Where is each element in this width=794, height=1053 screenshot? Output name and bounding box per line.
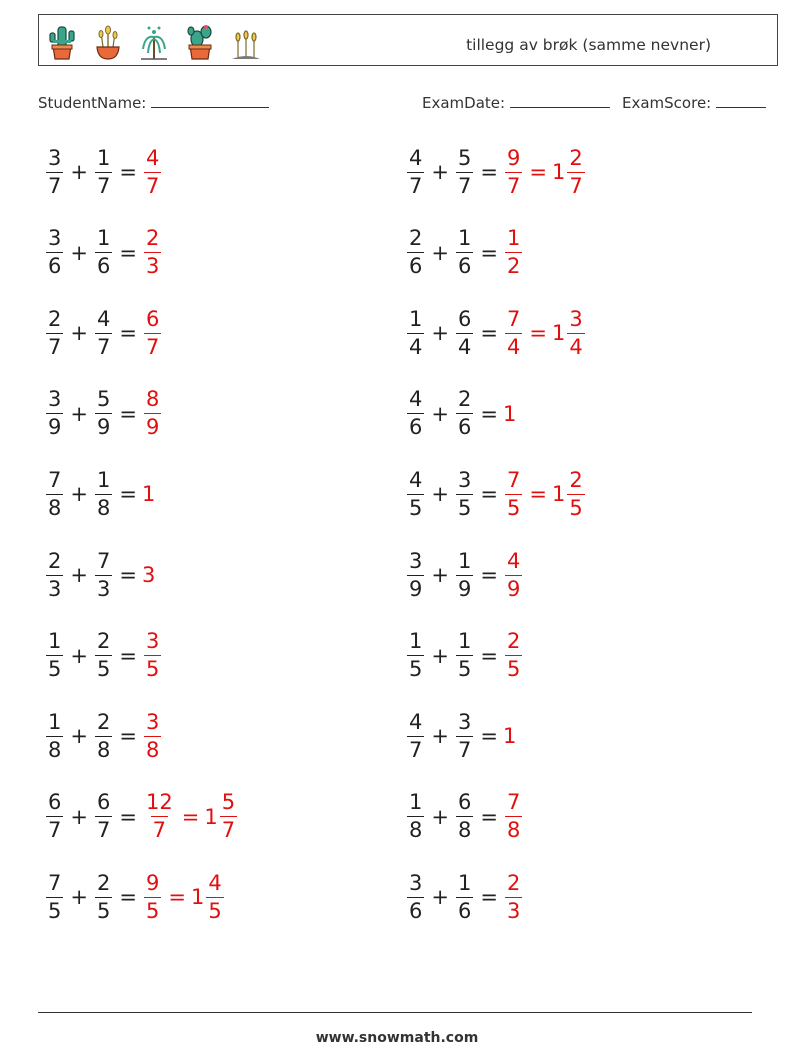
addend-2 xyxy=(456,145,473,198)
student-name-blank[interactable] xyxy=(151,95,269,108)
answer-fraction-numerator: 7 xyxy=(506,790,521,815)
addend-1-denominator: 7 xyxy=(409,173,423,198)
answer-fraction-numerator: 2 xyxy=(506,629,521,654)
problem-5 xyxy=(44,463,155,525)
addend-1-numerator: 1 xyxy=(409,790,423,815)
exam-date-field[interactable] xyxy=(422,94,610,112)
answer-fraction xyxy=(144,631,161,680)
equals-sign: = xyxy=(480,160,498,184)
answer-fraction xyxy=(505,306,522,359)
addend-1 xyxy=(46,548,63,601)
problem-16 xyxy=(405,544,524,606)
addend-2-numerator: 1 xyxy=(96,467,111,492)
problem-3 xyxy=(44,302,163,364)
addend-1-numerator: 4 xyxy=(409,145,423,170)
addend-2-numerator: 6 xyxy=(457,306,472,331)
addend-2-numerator: 1 xyxy=(457,226,472,251)
answer-fraction-numerator: 2 xyxy=(145,226,160,251)
addend-2 xyxy=(95,631,112,680)
addend-2-denominator: 8 xyxy=(96,495,111,520)
answer-equals-sign: = xyxy=(529,160,547,184)
answer-whole: 1 xyxy=(502,724,517,749)
plus-sign: + xyxy=(70,482,88,507)
problem-15 xyxy=(405,463,587,525)
willow-tree-icon xyxy=(137,23,171,61)
addend-1-numerator: 1 xyxy=(48,629,62,654)
answer-fraction-denominator: 7 xyxy=(145,334,160,359)
answer-fraction xyxy=(505,228,522,277)
addend-1 xyxy=(407,548,424,601)
mixed-numerator: 5 xyxy=(221,790,236,815)
addend-1 xyxy=(46,389,63,438)
addend-2-denominator: 5 xyxy=(96,657,111,682)
answer-fraction-numerator: 6 xyxy=(145,306,160,331)
wheat-pot-icon xyxy=(91,23,125,61)
plus-sign: + xyxy=(431,401,449,426)
addend-2-denominator: 9 xyxy=(96,415,111,440)
exam-score-blank[interactable] xyxy=(716,95,766,108)
wheat-field-icon xyxy=(229,23,263,61)
addend-1-numerator: 4 xyxy=(409,467,423,492)
answer-fraction-denominator: 5 xyxy=(506,657,521,682)
addend-2-denominator: 6 xyxy=(96,254,111,279)
mixed-denominator: 7 xyxy=(221,818,236,843)
addend-1-denominator: 8 xyxy=(48,495,62,520)
addend-2 xyxy=(95,389,112,438)
answer-fraction-numerator: 9 xyxy=(145,870,160,895)
mixed-whole: 1 xyxy=(551,321,566,346)
plus-sign: + xyxy=(70,724,88,749)
plus-sign: + xyxy=(431,321,449,346)
answer-fraction xyxy=(144,306,161,359)
plus-sign: + xyxy=(70,885,88,910)
answer-fraction-numerator: 1 xyxy=(506,226,521,251)
plus-sign: + xyxy=(70,643,88,668)
problem-11 xyxy=(405,141,587,203)
addend-1 xyxy=(407,870,424,923)
equals-sign: = xyxy=(119,724,137,749)
equals-sign: = xyxy=(480,401,498,426)
addend-2-numerator: 3 xyxy=(457,709,472,734)
answer-fraction-numerator: 3 xyxy=(145,629,160,654)
addend-2-numerator: 6 xyxy=(457,790,472,815)
addend-1-denominator: 3 xyxy=(48,576,62,601)
mixed-fraction xyxy=(220,792,237,841)
addend-2-denominator: 6 xyxy=(457,898,472,923)
addend-1-denominator: 6 xyxy=(409,415,423,440)
addend-2-numerator: 1 xyxy=(96,145,111,170)
addend-1-denominator: 4 xyxy=(409,334,423,359)
addend-2 xyxy=(456,792,473,841)
problem-12 xyxy=(405,222,524,284)
answer-fraction-denominator: 7 xyxy=(145,173,160,198)
addend-2-denominator: 9 xyxy=(457,576,472,601)
addend-2-numerator: 7 xyxy=(96,548,111,573)
answer-fraction xyxy=(505,467,522,520)
addend-2-denominator: 5 xyxy=(96,898,111,923)
answer-fraction-denominator: 9 xyxy=(145,415,160,440)
addend-1-numerator: 4 xyxy=(409,387,423,412)
addend-2-numerator: 3 xyxy=(457,467,472,492)
addend-1 xyxy=(407,145,424,198)
answer-fraction xyxy=(144,389,161,438)
mixed-fraction xyxy=(206,870,223,923)
mixed-fraction xyxy=(567,145,584,198)
answer-equals-sign: = xyxy=(529,321,547,346)
answer-equals-sign: = xyxy=(529,482,547,507)
equals-sign: = xyxy=(119,240,137,265)
mixed-denominator: 5 xyxy=(208,898,222,923)
addend-2-denominator: 7 xyxy=(96,334,111,359)
addend-2-denominator: 6 xyxy=(457,415,472,440)
answer-fraction xyxy=(144,870,161,923)
equals-sign: = xyxy=(119,563,137,587)
mixed-whole: 1 xyxy=(204,804,218,829)
problem-7 xyxy=(44,625,163,687)
addend-1 xyxy=(407,631,424,680)
answer-fraction xyxy=(144,145,161,198)
plus-sign: + xyxy=(431,643,449,668)
answer-fraction xyxy=(144,792,175,841)
addend-2-denominator: 5 xyxy=(457,495,472,520)
answer-fraction-numerator: 7 xyxy=(506,467,521,492)
addend-2-denominator: 7 xyxy=(96,173,111,198)
addend-1-numerator: 3 xyxy=(48,226,62,251)
answer-fraction-numerator: 2 xyxy=(506,870,521,895)
mixed-fraction xyxy=(567,306,584,359)
mixed-whole: 1 xyxy=(551,160,566,184)
addend-2-denominator: 5 xyxy=(457,657,472,682)
student-name-field[interactable] xyxy=(38,94,269,112)
addend-1-numerator: 3 xyxy=(409,548,423,573)
student-name-label: StudentName: xyxy=(38,94,147,112)
addend-1 xyxy=(46,870,63,923)
answer-fraction-denominator: 4 xyxy=(506,334,521,359)
answer-fraction xyxy=(144,228,161,277)
exam-score-field[interactable] xyxy=(622,94,766,112)
answer-equals-sign: = xyxy=(168,885,186,910)
problem-1 xyxy=(44,141,163,203)
plus-sign: + xyxy=(70,160,88,184)
answer-fraction-denominator: 5 xyxy=(506,495,521,520)
problem-9 xyxy=(44,786,239,848)
answer-fraction-denominator: 7 xyxy=(506,173,521,198)
problem-2 xyxy=(44,222,163,284)
addend-1-denominator: 6 xyxy=(48,254,62,279)
addend-1-denominator: 7 xyxy=(48,173,62,198)
answer-fraction-denominator: 5 xyxy=(145,898,160,923)
addend-2-denominator: 8 xyxy=(96,737,111,762)
addend-1-denominator: 8 xyxy=(409,818,423,843)
addend-2-denominator: 4 xyxy=(457,334,472,359)
addend-2 xyxy=(95,792,112,841)
problem-19 xyxy=(405,786,524,848)
equals-sign: = xyxy=(480,321,498,346)
addend-2-denominator: 8 xyxy=(457,818,472,843)
answer-fraction xyxy=(505,792,522,841)
answer-fraction-numerator: 7 xyxy=(506,306,521,331)
exam-score-label: ExamScore: xyxy=(622,94,712,112)
plant-icons xyxy=(45,21,263,61)
addend-2 xyxy=(456,467,473,520)
plus-sign: + xyxy=(431,482,449,507)
addend-2-denominator: 7 xyxy=(96,818,111,843)
answer-fraction-denominator: 8 xyxy=(145,737,160,762)
equals-sign: = xyxy=(480,563,498,587)
equals-sign: = xyxy=(480,804,498,829)
answer-fraction-denominator: 8 xyxy=(506,818,521,843)
mixed-numerator: 2 xyxy=(569,467,583,492)
equals-sign: = xyxy=(119,321,137,346)
addend-2-numerator: 2 xyxy=(96,709,111,734)
answer-fraction-denominator: 3 xyxy=(145,254,160,279)
addend-2 xyxy=(456,548,473,601)
equals-sign: = xyxy=(480,885,498,910)
addend-2-denominator: 3 xyxy=(96,576,111,601)
footer-divider xyxy=(38,1012,752,1013)
answer-equals-sign: = xyxy=(181,804,200,829)
addend-2 xyxy=(95,306,112,359)
addend-2-numerator: 2 xyxy=(96,629,111,654)
plus-sign: + xyxy=(70,321,88,346)
equals-sign: = xyxy=(119,643,137,668)
addend-2-numerator: 1 xyxy=(96,226,111,251)
addend-2 xyxy=(95,145,112,198)
mixed-denominator: 4 xyxy=(569,334,583,359)
addend-1-numerator: 1 xyxy=(48,709,62,734)
mixed-whole: 1 xyxy=(190,885,205,910)
worksheet-title: tillegg av brøk (samme nevner) xyxy=(466,36,711,54)
cactus-pot-icon xyxy=(183,23,217,61)
addend-1 xyxy=(46,145,63,198)
addend-1-numerator: 1 xyxy=(409,306,423,331)
answer-fraction-numerator: 3 xyxy=(145,709,160,734)
exam-date-blank[interactable] xyxy=(510,95,610,108)
addend-1 xyxy=(407,709,424,762)
addend-1-numerator: 4 xyxy=(409,709,423,734)
addend-1 xyxy=(46,709,63,762)
addend-1-denominator: 9 xyxy=(48,415,62,440)
addend-1-denominator: 5 xyxy=(48,657,62,682)
addend-1-denominator: 6 xyxy=(409,254,423,279)
exam-date-label: ExamDate: xyxy=(422,94,506,112)
addend-1-numerator: 7 xyxy=(48,467,62,492)
addend-1-denominator: 5 xyxy=(48,898,62,923)
answer-whole: 1 xyxy=(502,401,517,426)
problem-14 xyxy=(405,383,516,445)
footer-url: www.snowmath.com xyxy=(315,1030,479,1046)
addend-1-denominator: 7 xyxy=(409,737,423,762)
mixed-numerator: 2 xyxy=(569,145,583,170)
plus-sign: + xyxy=(431,240,449,265)
answer-fraction-numerator: 4 xyxy=(145,145,160,170)
problem-17 xyxy=(405,625,524,687)
addend-2 xyxy=(456,228,473,277)
equals-sign: = xyxy=(119,885,137,910)
addend-1-numerator: 3 xyxy=(48,145,62,170)
mixed-denominator: 5 xyxy=(569,495,583,520)
answer-whole: 3 xyxy=(141,563,156,587)
addend-1 xyxy=(46,306,63,359)
addend-2-numerator: 1 xyxy=(457,629,472,654)
plus-sign: + xyxy=(70,401,88,426)
addend-1-denominator: 5 xyxy=(409,495,423,520)
addend-1-denominator: 7 xyxy=(48,818,62,843)
plus-sign: + xyxy=(431,885,449,910)
answer-fraction xyxy=(144,709,161,762)
answer-fraction xyxy=(505,870,522,923)
answer-fraction-denominator: 9 xyxy=(506,576,521,601)
addend-1-denominator: 8 xyxy=(48,737,62,762)
mixed-fraction xyxy=(567,467,584,520)
equals-sign: = xyxy=(119,160,137,184)
problem-13 xyxy=(405,302,587,364)
problem-20 xyxy=(405,866,524,928)
answer-fraction xyxy=(505,145,522,198)
answer-fraction-denominator: 7 xyxy=(152,818,167,843)
plus-sign: + xyxy=(431,160,449,184)
addend-2-denominator: 6 xyxy=(457,254,472,279)
plus-sign: + xyxy=(431,563,449,587)
addend-1-numerator: 2 xyxy=(48,306,62,331)
addend-1 xyxy=(407,306,424,359)
plus-sign: + xyxy=(70,563,88,587)
addend-2-numerator: 6 xyxy=(96,790,111,815)
addend-2 xyxy=(95,548,112,601)
addend-1-denominator: 7 xyxy=(48,334,62,359)
addend-1-numerator: 3 xyxy=(48,387,62,412)
addend-1-numerator: 7 xyxy=(48,870,62,895)
addend-2-denominator: 7 xyxy=(457,173,472,198)
problem-4 xyxy=(44,383,163,445)
answer-fraction-numerator: 8 xyxy=(145,387,160,412)
addend-2-numerator: 5 xyxy=(457,145,472,170)
addend-1-numerator: 6 xyxy=(48,790,62,815)
problem-10 xyxy=(44,866,226,928)
addend-2 xyxy=(456,870,473,923)
mixed-numerator: 3 xyxy=(569,306,583,331)
addend-2-numerator: 1 xyxy=(457,548,472,573)
addend-2 xyxy=(456,631,473,680)
equals-sign: = xyxy=(119,401,137,426)
addend-1-numerator: 2 xyxy=(409,226,423,251)
equals-sign: = xyxy=(480,482,498,507)
addend-1 xyxy=(46,792,63,841)
addend-1-numerator: 1 xyxy=(409,629,423,654)
mixed-whole: 1 xyxy=(551,482,566,507)
addend-2 xyxy=(95,228,112,277)
answer-fraction-denominator: 3 xyxy=(506,898,521,923)
answer-fraction-denominator: 2 xyxy=(506,254,521,279)
answer-fraction-numerator: 4 xyxy=(506,548,521,573)
mixed-numerator: 4 xyxy=(208,870,222,895)
addend-2-numerator: 1 xyxy=(457,870,472,895)
equals-sign: = xyxy=(480,240,498,265)
addend-2 xyxy=(95,870,112,923)
addend-1-numerator: 3 xyxy=(409,870,423,895)
equals-sign: = xyxy=(480,643,498,668)
addend-1 xyxy=(407,792,424,841)
equals-sign: = xyxy=(119,482,137,507)
addend-1 xyxy=(46,467,63,520)
problem-8 xyxy=(44,705,163,767)
addend-1-denominator: 5 xyxy=(409,657,423,682)
addend-2-numerator: 5 xyxy=(96,387,111,412)
plus-sign: + xyxy=(431,804,449,829)
mixed-denominator: 7 xyxy=(569,173,583,198)
plus-sign: + xyxy=(70,240,88,265)
answer-fraction xyxy=(505,631,522,680)
addend-1-numerator: 2 xyxy=(48,548,62,573)
addend-1-denominator: 9 xyxy=(409,576,423,601)
addend-1 xyxy=(46,631,63,680)
addend-1 xyxy=(407,228,424,277)
header-box xyxy=(38,14,778,66)
addend-2-numerator: 2 xyxy=(457,387,472,412)
addend-2-denominator: 7 xyxy=(457,737,472,762)
addend-2 xyxy=(456,389,473,438)
problem-18 xyxy=(405,705,516,767)
addend-2 xyxy=(456,709,473,762)
equals-sign: = xyxy=(119,804,137,829)
problem-6 xyxy=(44,544,155,606)
plus-sign: + xyxy=(70,804,88,829)
addend-2 xyxy=(95,709,112,762)
answer-fraction-numerator: 12 xyxy=(145,790,173,815)
addend-1 xyxy=(46,228,63,277)
addend-1 xyxy=(407,389,424,438)
answer-fraction-numerator: 9 xyxy=(506,145,521,170)
answer-fraction-denominator: 5 xyxy=(145,657,160,682)
addend-1-denominator: 6 xyxy=(409,898,423,923)
addend-2 xyxy=(456,306,473,359)
addend-2-numerator: 2 xyxy=(96,870,111,895)
addend-1 xyxy=(407,467,424,520)
addend-2 xyxy=(95,467,112,520)
answer-whole: 1 xyxy=(141,482,156,507)
cactus-pot-icon xyxy=(45,23,79,61)
addend-2-numerator: 4 xyxy=(96,306,111,331)
plus-sign: + xyxy=(431,724,449,749)
answer-fraction xyxy=(505,548,522,601)
equals-sign: = xyxy=(480,724,498,749)
